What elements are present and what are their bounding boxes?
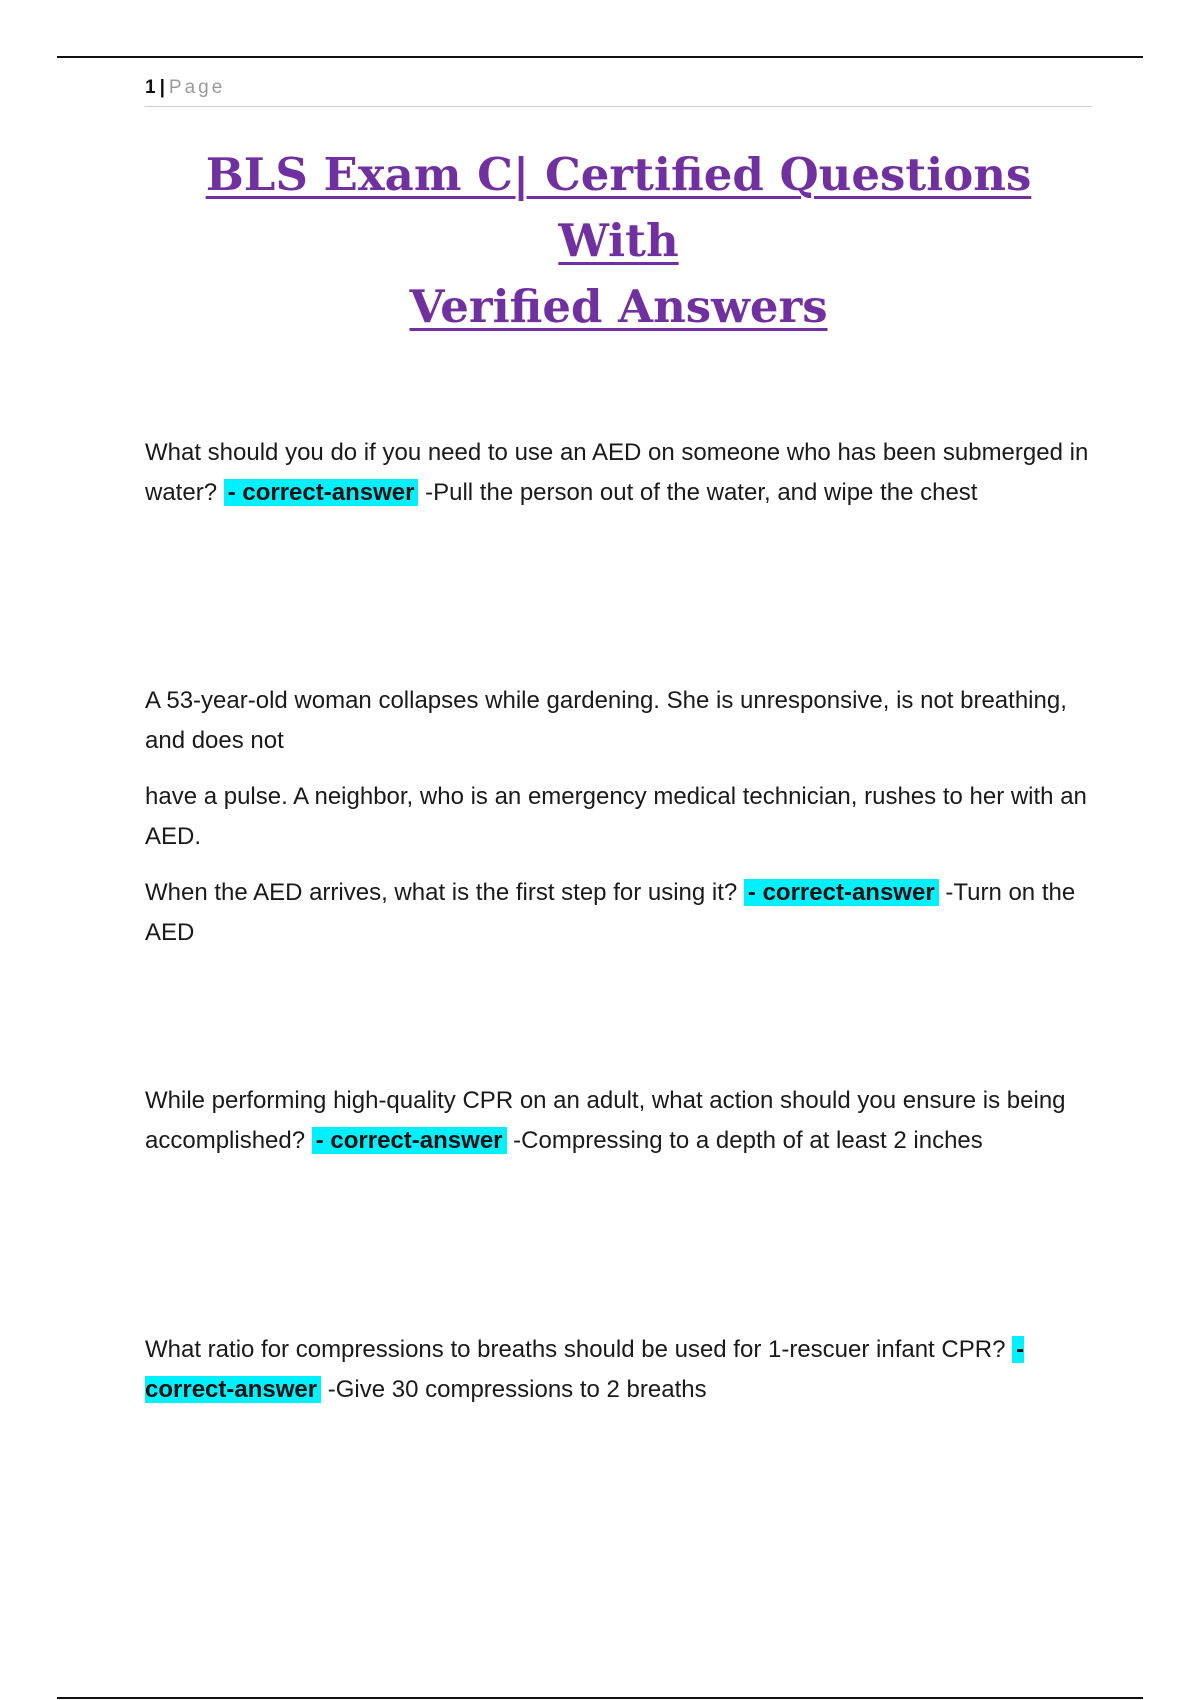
question-text: A 53-year-old woman collapses while gardening. She is unresponsive, is not breathing, and does not bbox=[145, 687, 1067, 754]
qa-paragraph bbox=[145, 433, 1095, 513]
qa-block-1 bbox=[145, 433, 1095, 513]
answer-text: -Give 30 compressions to 2 breaths bbox=[321, 1376, 707, 1403]
qa-paragraph bbox=[145, 873, 1095, 953]
page-label: Page bbox=[168, 77, 226, 98]
qa-paragraph bbox=[145, 1330, 1095, 1410]
correct-answer-marker: - correct-answer bbox=[312, 1127, 507, 1154]
answer-text: -Compressing to a depth of at least 2 inches bbox=[506, 1127, 983, 1154]
top-rule bbox=[57, 56, 1143, 58]
page-header bbox=[145, 74, 1092, 107]
question-text: What ratio for compressions to breaths should be used for 1-rescuer infant CPR? bbox=[145, 1336, 1013, 1363]
qa-block-4 bbox=[145, 1330, 1095, 1410]
bottom-rule bbox=[57, 1697, 1143, 1699]
document-title bbox=[145, 142, 1092, 340]
page-number: 1 bbox=[145, 77, 156, 98]
correct-answer-marker: - correct-answer bbox=[224, 479, 419, 506]
question-text: When the AED arrives, what is the first step for using it? bbox=[145, 879, 744, 906]
qa-block-2 bbox=[145, 681, 1095, 953]
question-text: What should you do if you need to use an AED on someone who has been submerged in water? bbox=[145, 439, 1089, 506]
qa-paragraph bbox=[145, 681, 1095, 761]
answer-text: -Turn on the AED bbox=[145, 879, 1076, 946]
title-line-1: BLS Exam C| Certified Questions With bbox=[205, 148, 1032, 267]
qa-block-3 bbox=[145, 1081, 1095, 1161]
answer-text: -Pull the person out of the water, and wipe the chest bbox=[418, 479, 978, 506]
correct-answer-marker: - correct-answer bbox=[744, 879, 939, 906]
question-text: While performing high-quality CPR on an adult, what action should you ensure is being accomplished? bbox=[145, 1087, 1066, 1154]
qa-paragraph bbox=[145, 1081, 1095, 1161]
correct-answer-marker: - correct-answer bbox=[145, 1336, 1025, 1403]
title-line-2: Verified Answers bbox=[409, 280, 828, 333]
question-text: have a pulse. A neighbor, who is an emergency medical technician, rushes to her with an AED. bbox=[145, 783, 1087, 850]
qa-paragraph bbox=[145, 777, 1095, 857]
header-separator: | bbox=[159, 77, 165, 98]
